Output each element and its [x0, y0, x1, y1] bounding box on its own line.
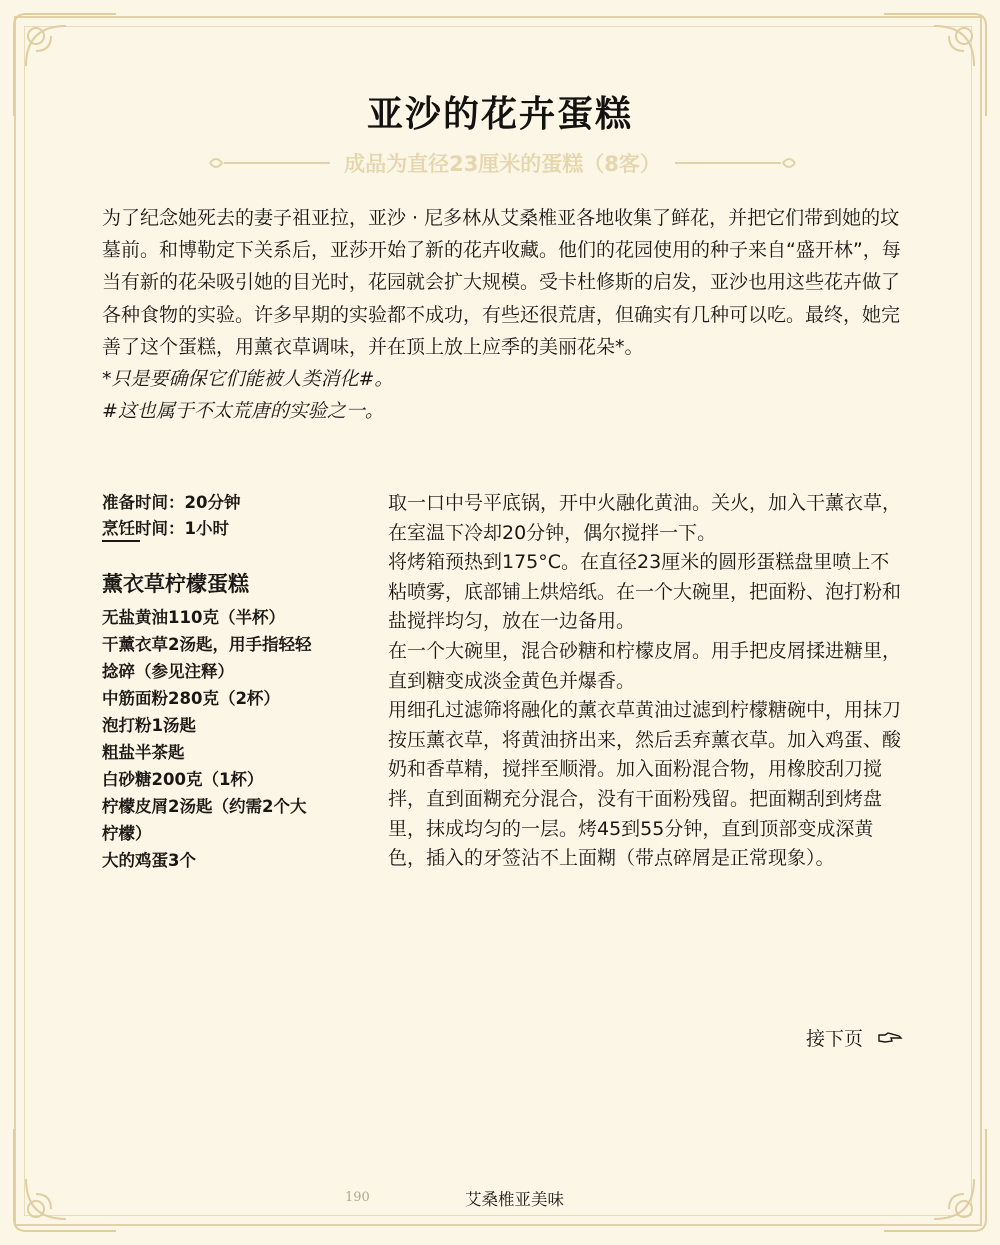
page-title: 亚沙的花卉蛋糕 [366, 94, 633, 135]
flourish-left-icon [206, 153, 336, 173]
subtitle: 成品为直径23厘米的蛋糕（8客） [344, 152, 661, 176]
cook-time: 烹饪时间：1小时 [102, 519, 229, 538]
corner-ornament-icon [6, 1119, 126, 1239]
footnote: *只是要确保它们能被人类消化#。 [102, 368, 394, 391]
ingredient-item: 大的鸡蛋3个 [102, 851, 196, 870]
ingredient-item: 中筋面粉280克（2杯） [102, 689, 280, 708]
time-info [102, 490, 342, 542]
ingredient-item: 柠檬皮屑2汤匙（约需2个大柠檬） [102, 797, 307, 843]
prep-time: 准备时间：20分钟 [102, 493, 241, 512]
ingredient-item: 粗盐半茶匙 [102, 743, 185, 762]
ingredient-item: 泡打粉1汤匙 [102, 716, 196, 735]
ingredient-item: 无盐黄油110克（半杯） [102, 608, 285, 627]
instruction-step: 将烤箱预热到175°C。在直径23厘米的圆形蛋糕盘里喷上不粘喷雾，底部铺上烘焙纸。在一个大碗里，把面粉、泡打粉和盐搅拌均匀，放在一边备用。 [388, 551, 902, 633]
book-title: 艾桑椎亚美味 [465, 1190, 564, 1209]
continue-link[interactable] [806, 1024, 903, 1051]
continue-label: 接下页 [806, 1028, 864, 1050]
pointing-hand-icon [877, 1030, 903, 1046]
flourish-right-icon [669, 153, 799, 173]
instruction-step: 取一口中号平底锅，开中火融化黄油。关火，加入干薰衣草，在室温下冷却20分钟，偶尔搅拌一下。 [388, 492, 902, 544]
ingredient-item: 白砂糖200克（1杯） [102, 770, 264, 789]
intro-paragraph: 为了纪念她死去的妻子祖亚拉，亚沙 · 尼多林从艾桑椎亚各地收集了鲜花，并把它们带到她的坟墓前。和博勒定下关系后，亚莎开始了新的花卉收藏。他们的花园使用的种子来自“盛开林”，每当有新的花朵吸引她的目光时，花园就会扩大规模。受卡杜修斯的启发，亚沙也用这些花卉做了各种食物的实验。许多早期的实验都不成功，有些还很荒唐，但确实有几种可以吃。最终，她完善了这个蛋糕，用薰衣草调味，并在顶上放上应季的美丽花朵*。 [102, 207, 901, 358]
ingredient-list [102, 604, 317, 874]
instruction-step: 用细孔过滤筛将融化的薰衣草黄油过滤到柠檬糖碗中，用抹刀按压薰衣草，将黄油挤出来，然后丢弃薰衣草。加入鸡蛋、酸奶和香草精，搅拌至顺滑。加入面粉混合物，用橡胶刮刀搅拌，直到面糊充分混合，没有干面粉残留。把面糊刮到烤盘里，抹成均匀的一层。烤45到55分钟，直到顶部变成深黄色，插入的牙签沾不上面糊（带点碎屑是正常现象）。 [388, 699, 902, 870]
divider [102, 540, 140, 542]
footnote: #这也属于不太荒唐的实验之一。 [102, 400, 384, 423]
intro-text [102, 202, 912, 427]
ingredient-item: 干薰衣草2汤匙，用手指轻轻捻碎（参见注释） [102, 635, 312, 681]
corner-ornament-icon [874, 1119, 994, 1239]
instruction-step: 在一个大碗里，混合砂糖和柠檬皮屑。用手把皮屑揉进糖里，直到糖变成淡金黄色并爆香。 [388, 639, 902, 692]
subtitle-row [170, 148, 835, 178]
subrecipe-title: 薰衣草柠檬蛋糕 [102, 572, 249, 596]
instructions [388, 489, 908, 874]
page-number: 190 [345, 1190, 370, 1205]
